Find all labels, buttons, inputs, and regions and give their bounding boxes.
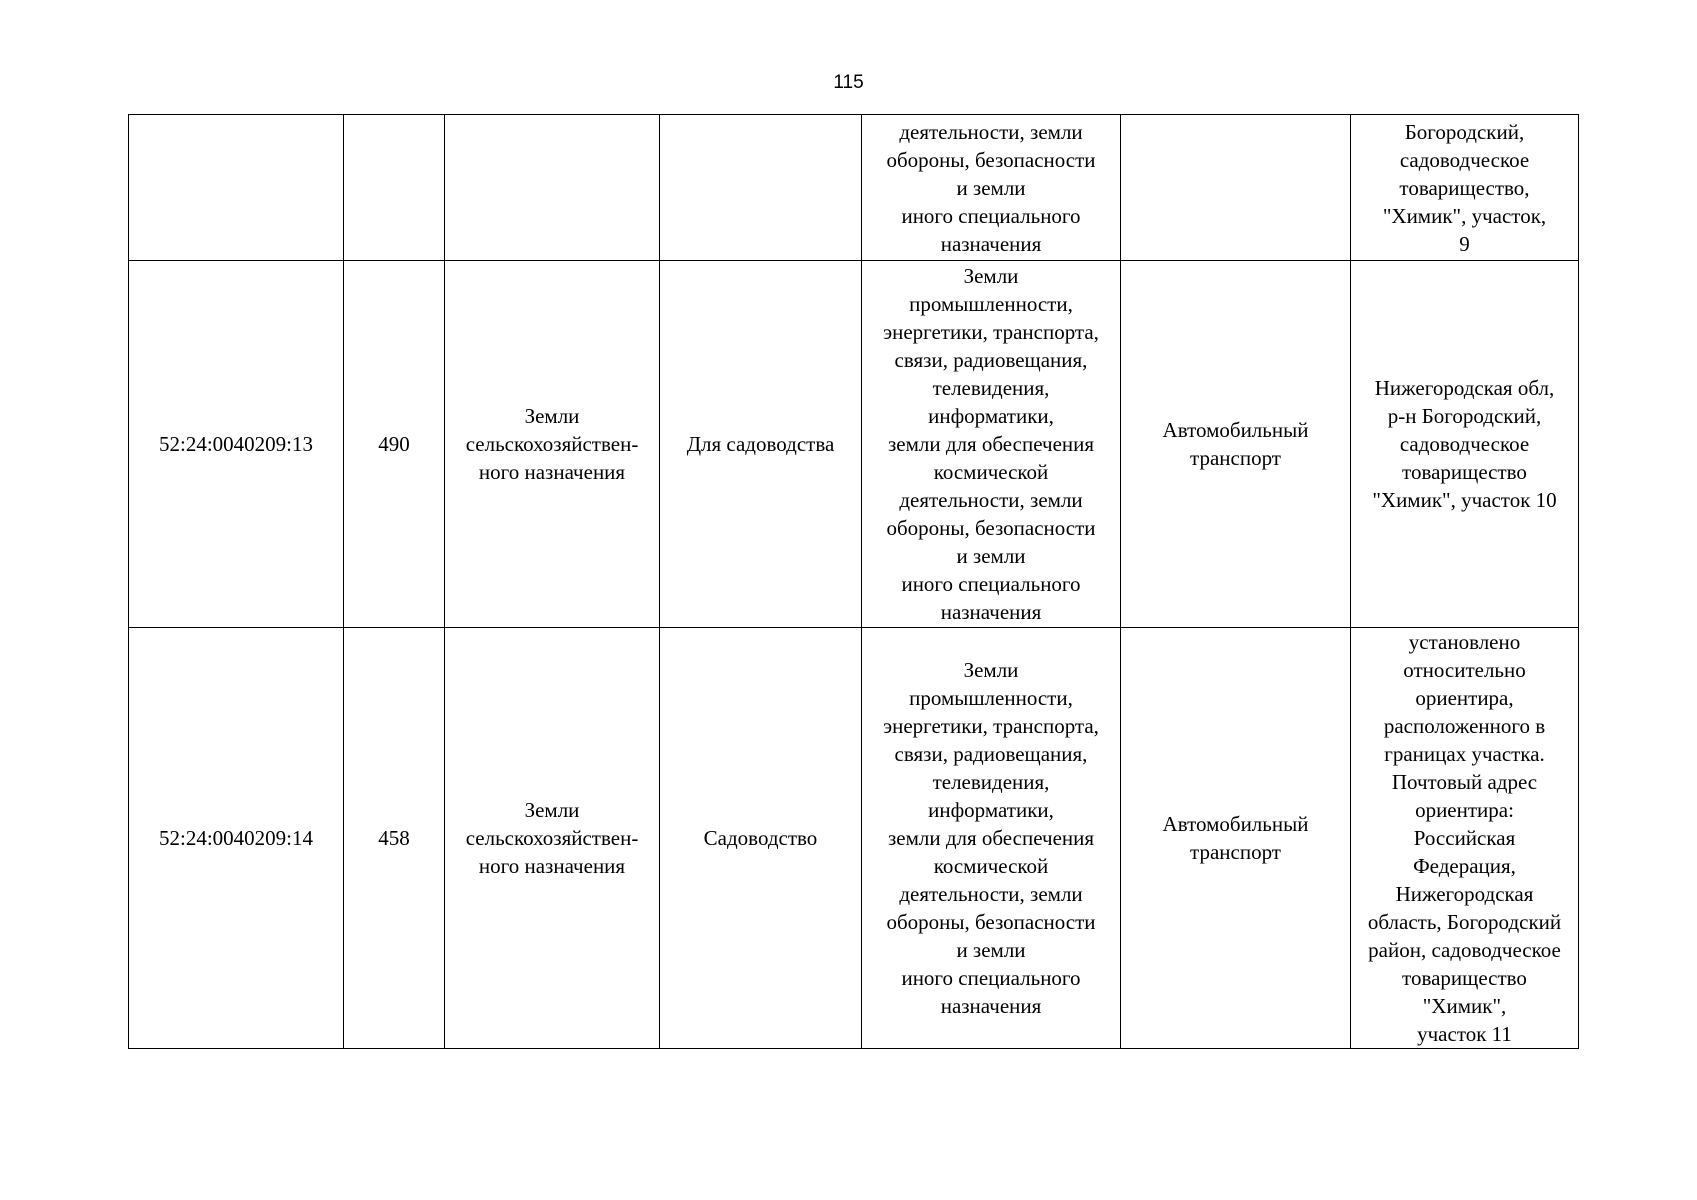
land-plots-table <box>128 114 1579 1049</box>
land-category-cell: Земли сельскохозяйствен- ного назначения <box>445 261 660 628</box>
area-cell <box>344 115 445 261</box>
transport-cell: Автомобильный транспорт <box>1121 628 1351 1049</box>
transport-cell: Автомобильный транспорт <box>1121 261 1351 628</box>
address-cell: установлено относительно ориентира, расположенного в границах участка. Почтовый адрес ориентира: Российская Федерация, Нижегородская область, Богородский район, садоводческое товарищество "Химик", участок 11 <box>1351 628 1579 1049</box>
zone-cell: Земли промышленности, энергетики, транспорта, связи, радиовещания, телевидения, информатики, земли для обеспечения космической деятельности, земли обороны, безопасности и земли иного специального назначения <box>862 261 1121 628</box>
table-row <box>129 628 1579 1049</box>
zone-cell: деятельности, земли обороны, безопасности и земли иного специального назначения <box>862 115 1121 261</box>
permitted-use-cell <box>660 115 862 261</box>
table-row <box>129 115 1579 261</box>
address-cell: Нижегородская обл, р-н Богородский, садоводческое товарищество "Химик", участок 10 <box>1351 261 1579 628</box>
cadastral-number-cell: 52:24:0040209:13 <box>129 261 344 628</box>
land-category-cell: Земли сельскохозяйствен- ного назначения <box>445 628 660 1049</box>
cadastral-number-cell: 52:24:0040209:14 <box>129 628 344 1049</box>
land-category-cell <box>445 115 660 261</box>
area-cell: 458 <box>344 628 445 1049</box>
page-number: 115 <box>833 72 864 93</box>
table-row <box>129 261 1579 628</box>
address-cell: Богородский, садоводческое товарищество, "Химик", участок, 9 <box>1351 115 1579 261</box>
transport-cell <box>1121 115 1351 261</box>
permitted-use-cell: Для садоводства <box>660 261 862 628</box>
permitted-use-cell: Садоводство <box>660 628 862 1049</box>
area-cell: 490 <box>344 261 445 628</box>
zone-cell: Земли промышленности, энергетики, транспорта, связи, радиовещания, телевидения, информатики, земли для обеспечения космической деятельности, земли обороны, безопасности и земли иного специального назначения <box>862 628 1121 1049</box>
cadastral-number-cell <box>129 115 344 261</box>
